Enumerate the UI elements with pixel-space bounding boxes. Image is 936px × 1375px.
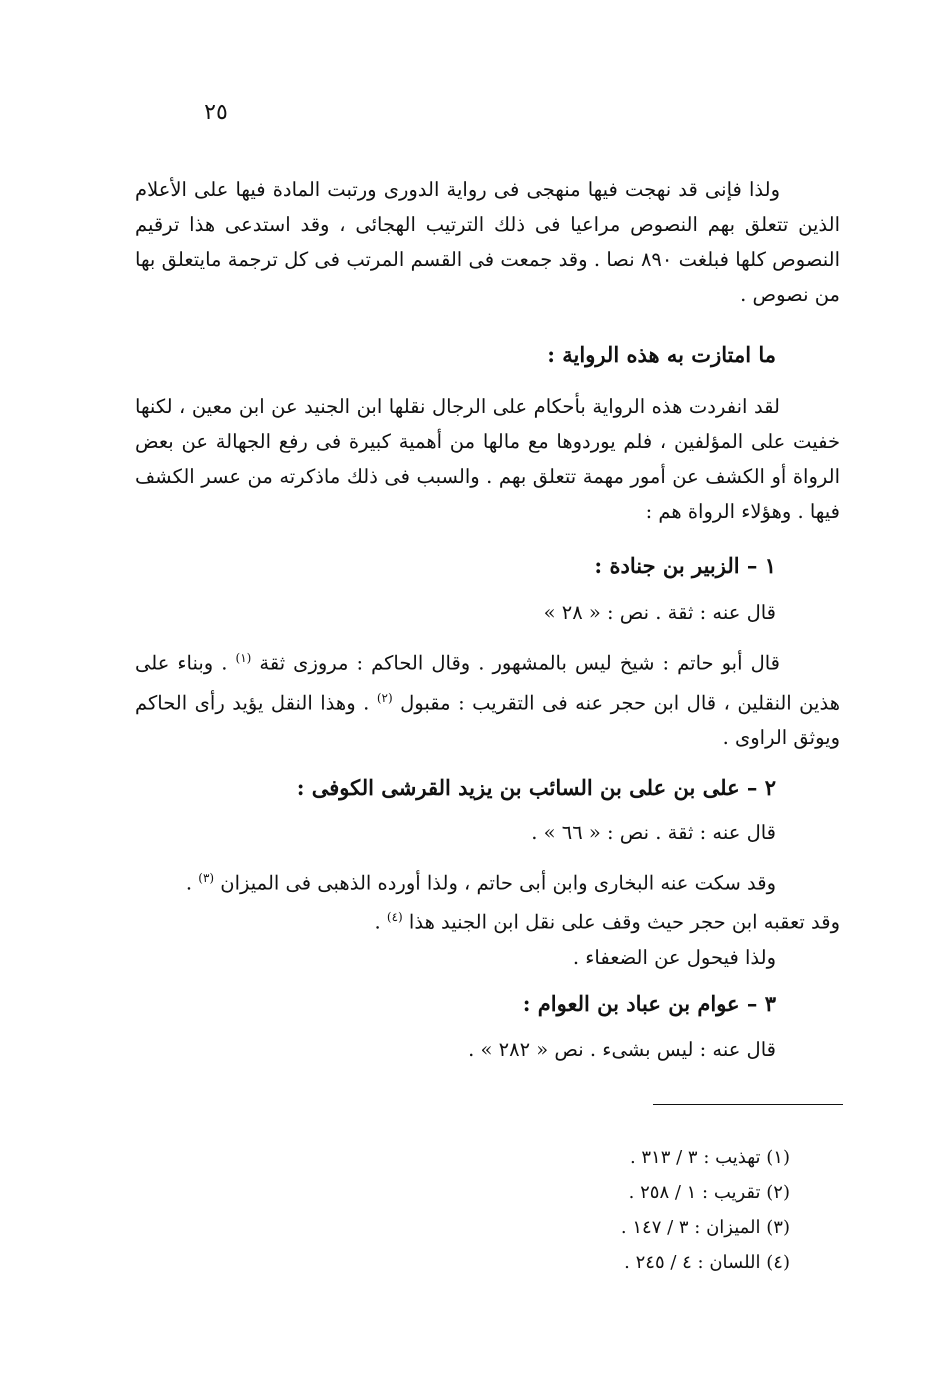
- footnote-1: (١) تهذيب : ٣ / ٣١٣ .: [629, 1147, 790, 1168]
- entry-1-quote: قال عنه : ثقة . نص : « ٢٨ »: [543, 601, 776, 624]
- entry-2-line1: وقد سكت عنه البخارى وابن أبى حاتم ، ولذا أورده الذهبى فى الميزان $^{(٣)}$ .: [185, 871, 776, 895]
- entry-1-body-part2: . وبناء على هذين النقلين ، قال ابن حجر عنه فى التقريب : مقبول: [135, 651, 840, 714]
- footnotes: [621, 1140, 790, 1280]
- entry-1-heading: ١ – الزبير بن جنادة :: [594, 553, 776, 578]
- entry-1-body-part3: . وهذا النقل يؤيد رأى الحاكم ويوثق الراوى .: [135, 691, 840, 749]
- entry-3-heading: ٣ – عوام بن عباد بن العوام :: [522, 991, 776, 1016]
- footnote-2: (٢) تقريب : ١ / ٢٥٨ .: [628, 1182, 790, 1203]
- entry-2-line2: وقد تعقبه ابن حجر حيث وقف على نقل ابن الجنيد هذا $^{(٤)}$ .: [374, 910, 840, 934]
- entry-2-line1-text: وقد سكت عنه البخارى وابن أبى حاتم ، ولذا أورده الذهبى فى الميزان: [220, 871, 776, 895]
- entry-3-quote: قال عنه : ليس بشىء . نص « ٢٨٢ » .: [468, 1038, 776, 1061]
- entry-2-line3: ولذا فيحول عن الضعفاء .: [572, 946, 776, 969]
- entry-2-line2-text: وقد تعقبه ابن حجر حيث وقف على نقل ابن الجنيد هذا: [408, 910, 840, 934]
- entry-1-body-part1: قال أبو حاتم : شيخ ليس بالمشهور . وقال الحاكم : مروزى ثقة: [259, 651, 780, 675]
- intro-paragraph: ولذا فإنى قد نهجت فيها منهجى فى رواية الدورى ورتبت المادة فيها على الأعلام الذين تتعلق بهم النصوص مراعيا فى ذلك الترتيب الهجائى ، وقد استدعى هذا ترقيم النصوص كلها فبلغت ٨٩٠ نصا . وقد جمعت فى القسم المرتب فى كل ترجمة مايتعلق بها من نصوص .: [135, 178, 840, 306]
- footnote-ref-4: (٤): [386, 910, 403, 924]
- footnote-4: (٤) اللسان : ٤ / ٢٤٥ .: [624, 1252, 790, 1273]
- entry-2-quote: قال عنه : ثقة . نص : « ٦٦ » .: [531, 821, 776, 844]
- section-heading: ما امتازت به هذه الرواية :: [547, 342, 776, 367]
- footnote-ref-3: (٣): [198, 871, 215, 885]
- section-paragraph-block: [135, 389, 840, 529]
- entry-2-heading: ٢ – على بن على بن السائب بن يزيد القرشى الكوفى :: [296, 775, 776, 800]
- intro-paragraph-block: [135, 172, 840, 312]
- footnote-ref-2: (٢): [376, 690, 393, 705]
- footnote-ref-1: (١): [235, 651, 252, 665]
- page-number: ٢٥: [204, 100, 228, 125]
- section-paragraph: لقد انفردت هذه الرواية بأحكام على الرجال نقلها ابن الجنيد عن ابن معين ، لكنها خفيت على المؤلفين ، فلم يوردوها مع مالها من أهمية كبيرة فى رفع الجهالة عن بعض الرواة أو الكشف عن أمور مهمة تتعلق بهم . والسبب فى ذلك ماذكرته من عسر الكشف فيها . وهؤلاء الرواة هم :: [135, 395, 840, 523]
- footnote-3: (٣) الميزان : ٣ / ١٤٧ .: [620, 1217, 790, 1238]
- footnote-divider: [653, 1104, 843, 1105]
- entry-1-body: [135, 641, 840, 755]
